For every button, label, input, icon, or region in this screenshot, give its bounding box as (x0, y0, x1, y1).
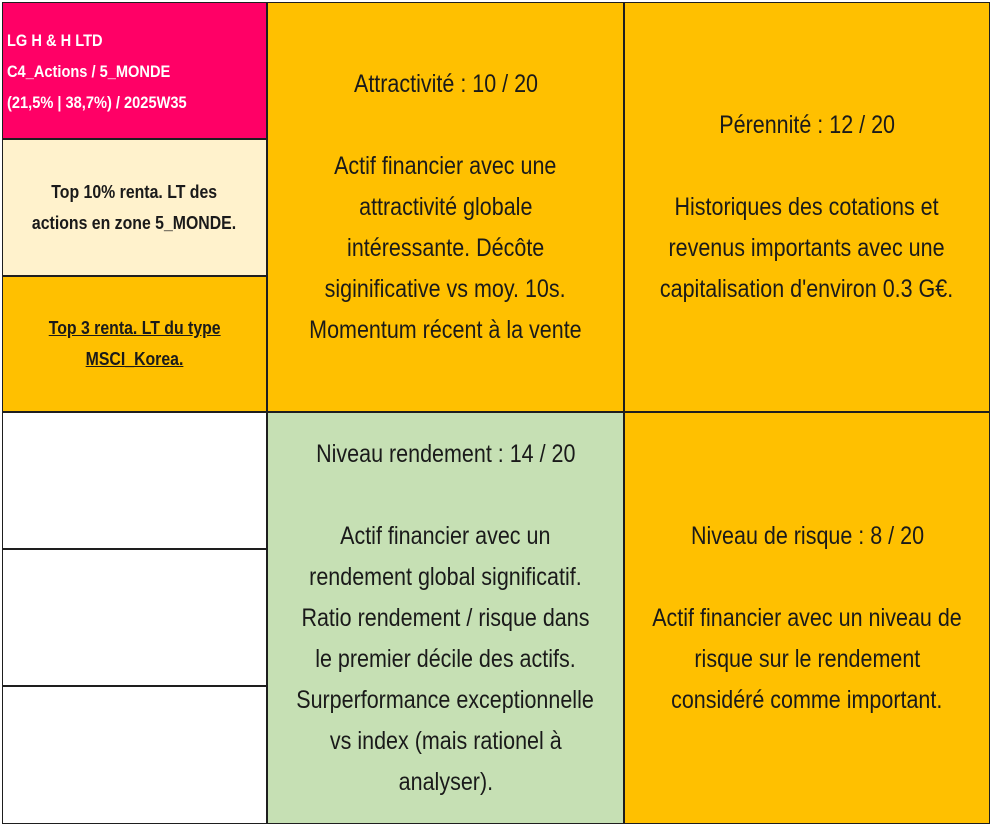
top3-line-2: MSCI_Korea. (85, 349, 184, 369)
risque-text-line: risque sur le rendement (694, 644, 920, 673)
attractivite-text-line: attractivité globale (358, 192, 533, 221)
asset-category: C4_Actions / 5_MONDE (7, 62, 171, 81)
perennite-text-line: Historiques des cotations et (674, 192, 940, 221)
attractivite-text-line: Momentum récent à la vente (309, 315, 582, 344)
empty-cell-3 (2, 686, 267, 824)
top3-line-1: Top 3 renta. LT du type (48, 318, 221, 338)
perennite-text-line: capitalisation d'environ 0.3 G€. (660, 274, 954, 303)
asset-identity-cell (2, 2, 267, 139)
rendement-text-line: Surperformance exceptionnelle (296, 685, 595, 714)
risque-title: Niveau de risque : 8 / 20 (690, 521, 924, 550)
attractivite-text-line: siginificative vs moy. 10s. (325, 274, 566, 303)
rendement-text-line: vs index (mais rationel à (329, 726, 562, 755)
rendement-text-line: rendement global significatif. (309, 562, 582, 591)
rendement-text-line: Actif financier avec un (340, 521, 551, 550)
empty-cell-2 (2, 549, 267, 686)
asset-name: LG H & H LTD (7, 31, 103, 50)
risque-text-line: Actif financier avec un niveau de (652, 603, 962, 632)
attractivite-title: Attractivité : 10 / 20 (353, 69, 538, 98)
perennite-title: Pérennité : 12 / 20 (719, 110, 895, 139)
empty-cell-1 (2, 412, 267, 549)
top3-note-cell (2, 276, 267, 412)
risque-cell (624, 412, 990, 824)
rendement-title: Niveau rendement : 14 / 20 (315, 439, 576, 468)
attractivite-cell (267, 2, 624, 412)
top10-note-cell (2, 139, 267, 276)
attractivite-text-line: Actif financier avec une (334, 151, 557, 180)
rendement-text-line: Ratio rendement / risque dans (301, 603, 590, 632)
perennite-text-line: revenus importants avec une (668, 233, 946, 262)
perennite-cell (624, 2, 990, 412)
top10-line-2: actions en zone 5_MONDE. (32, 212, 237, 233)
risque-text-line: considéré comme important. (671, 685, 943, 714)
top10-line-1: Top 10% renta. LT des (51, 181, 218, 202)
asset-performance-week: (21,5% | 38,7%) / 2025W35 (7, 93, 187, 112)
rendement-text-line: le premier décile des actifs. (315, 644, 576, 673)
rendement-text-line: analyser). (398, 767, 493, 796)
attractivite-text-line: intéressante. Décôte (346, 233, 545, 262)
rendement-cell (267, 412, 624, 824)
